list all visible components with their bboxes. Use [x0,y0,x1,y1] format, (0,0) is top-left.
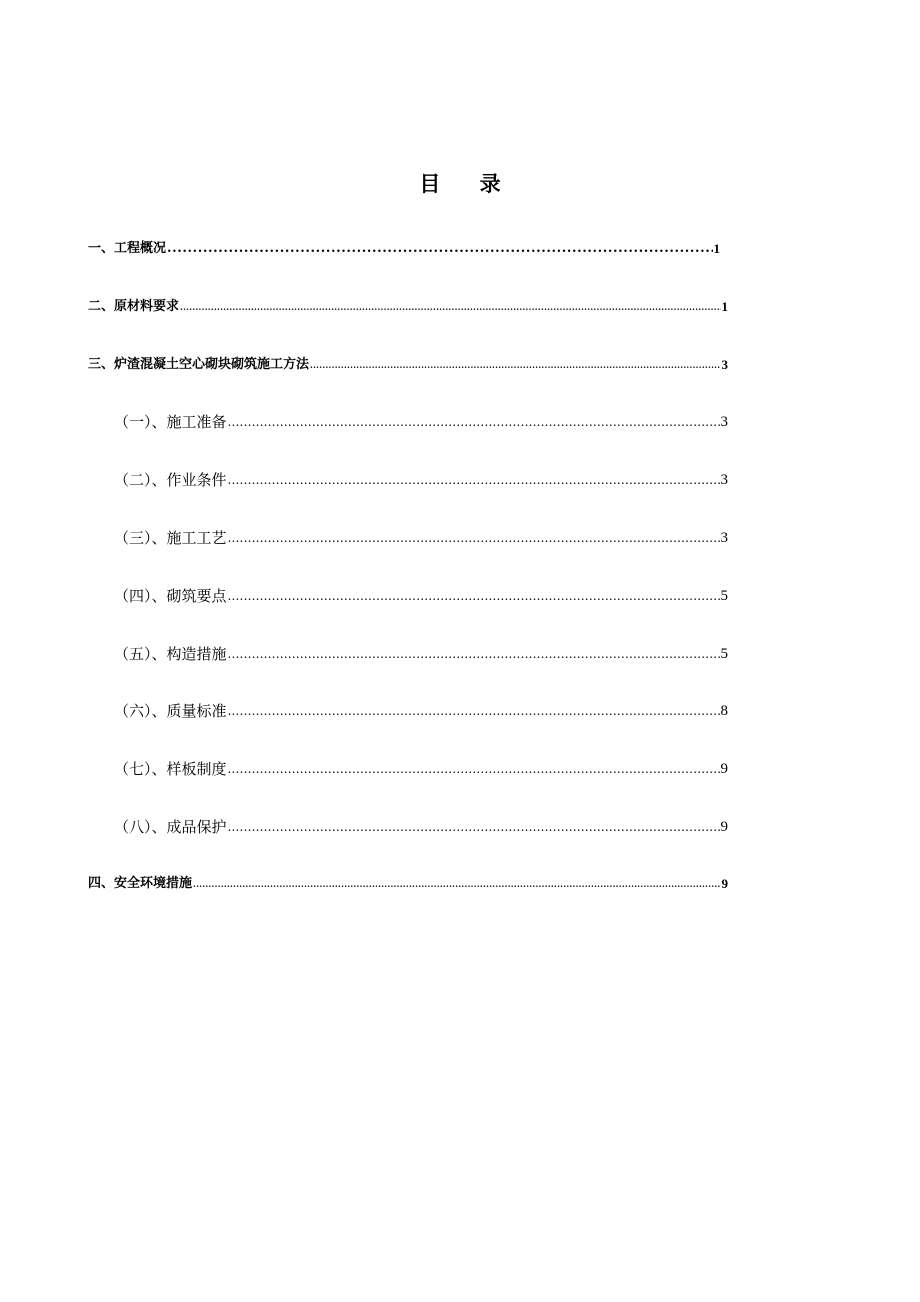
toc-entry-label: （四）、砌筑要点 [114,587,227,605]
toc-entry[interactable] [88,296,728,318]
toc-entry[interactable] [88,873,728,895]
toc-entry[interactable] [114,527,728,549]
dot-leader [228,816,720,838]
dot-leader [228,700,720,722]
toc-entry[interactable] [114,758,728,780]
toc-entry-page: 3 [720,414,728,430]
toc-entry[interactable] [114,411,728,433]
toc-entry-label: 一、工程概况 [88,241,167,256]
toc-entry[interactable] [88,354,728,376]
dot-leader [228,527,720,549]
toc-entry-label: （七）、样板制度 [114,760,227,778]
toc-entry-label: （五）、构造措施 [114,645,227,663]
toc-entry[interactable] [114,700,728,722]
dot-leader [228,585,720,607]
toc-entry-label: （八）、成品保护 [114,818,227,836]
toc-entry-page: 9 [721,876,728,891]
toc-entry-page: 1 [713,241,720,256]
toc-entry-page: 3 [720,530,728,546]
toc-entry-page: 8 [720,703,728,719]
toc-entry-label: 四、安全环境措施 [88,876,193,891]
toc-entry-label: （六）、质量标准 [114,702,227,720]
toc-entry-page: 9 [720,819,728,835]
toc-entry-label: （二）、作业条件 [114,471,227,489]
toc-entry-page: 3 [720,472,728,488]
toc-entry[interactable] [88,238,720,260]
dot-leader [228,411,720,433]
toc-entry-label: （三）、施工工艺 [114,529,227,547]
toc-entry-label: （一）、施工准备 [114,413,227,431]
toc-entry-page: 1 [721,299,728,314]
toc-entry-label: 二、原材料要求 [88,299,180,314]
toc-entry-page: 9 [720,761,728,777]
toc-entry-page: 5 [720,588,728,604]
toc-entry[interactable] [114,585,728,607]
toc-entry-page: 5 [720,646,728,662]
dot-leader [228,643,720,665]
toc-entry[interactable] [114,643,728,665]
dot-leader [228,758,720,780]
toc-entry[interactable] [114,816,728,838]
dot-leader [167,238,712,260]
toc-entry-page: 3 [721,357,728,372]
dot-leader [310,354,720,376]
dot-leader [193,873,720,895]
dot-leader [180,296,720,318]
page-title: 目 录 [419,171,517,196]
dot-leader [228,469,720,491]
toc-entry-label: 三、炉渣混凝土空心砌块砌筑施工方法 [88,357,310,372]
toc-entry[interactable] [114,469,728,491]
